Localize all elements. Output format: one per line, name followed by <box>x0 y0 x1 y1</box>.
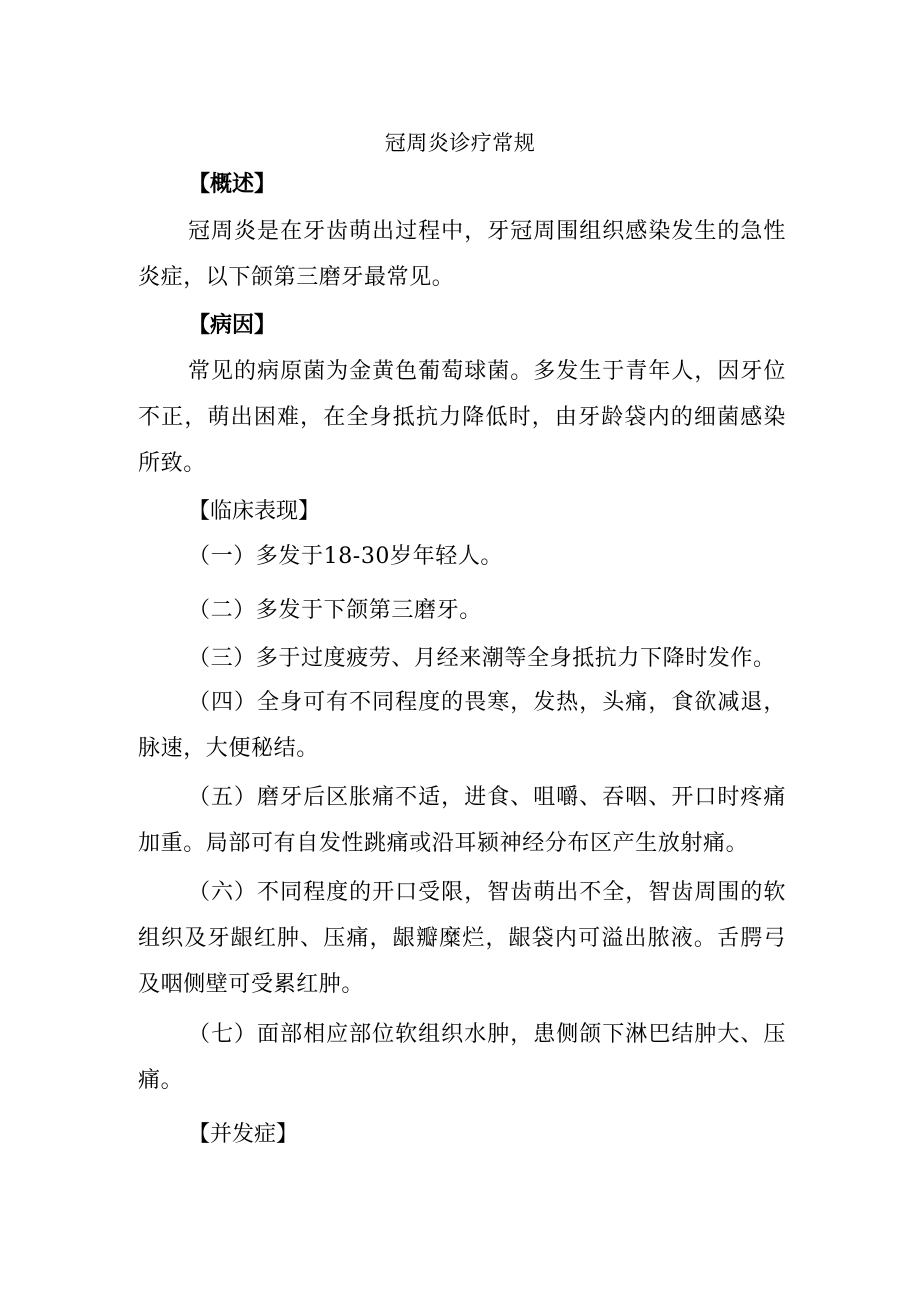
clinical-item-7: （七）面部相应部位软组织水肿，患侧颌下淋巴结肿大、压痛。 <box>138 1022 786 1093</box>
clinical-item-6: （六）不同程度的开口受限，智齿萌出不全，智齿周围的软组织及牙龈红肿、压痛，龈瓣糜烂，龈袋内可溢出脓液。舌腭弓及咽侧壁可受累红肿。 <box>138 880 786 997</box>
clinical-item-3: （三）多于过度疲劳、月经来潮等全身抵抗力下降时发作。 <box>188 646 776 671</box>
section-heading-etiology: 【病因】 <box>188 313 277 338</box>
section-heading-overview: 【概述】 <box>188 172 277 197</box>
clinical-item-2: （二）多发于下颌第三磨牙。 <box>188 598 482 623</box>
section-heading-clinical: 【临床表现】 <box>188 499 321 524</box>
section-heading-complications: 【并发症】 <box>188 1122 299 1147</box>
paragraph-overview: 冠周炎是在牙齿萌出过程中，牙冠周围组织感染发生的急性炎症，以下颌第三磨牙最常见。 <box>138 219 786 290</box>
clinical-item-5: （五）磨牙后区胀痛不适，进食、咀嚼、吞咽、开口时疼痛加重。局部可有自发性跳痛或沿耳颍神经分布区产生放射痛。 <box>138 785 786 856</box>
page-title: 冠周炎诊疗常规 <box>384 131 536 155</box>
clinical-item-4: （四）全身可有不同程度的畏寒，发热，头痛，食欲减退，脉速，大便秘结。 <box>138 690 786 761</box>
paragraph-etiology: 常见的病原菌为金黄色葡萄球菌。多发生于青年人，因牙位不正，萌出困难，在全身抵抗力降低时，由牙龄袋内的细菌感染所致。 <box>138 359 786 476</box>
clinical-item-1: （一）多发于18-30岁年轻人。 <box>188 544 504 569</box>
